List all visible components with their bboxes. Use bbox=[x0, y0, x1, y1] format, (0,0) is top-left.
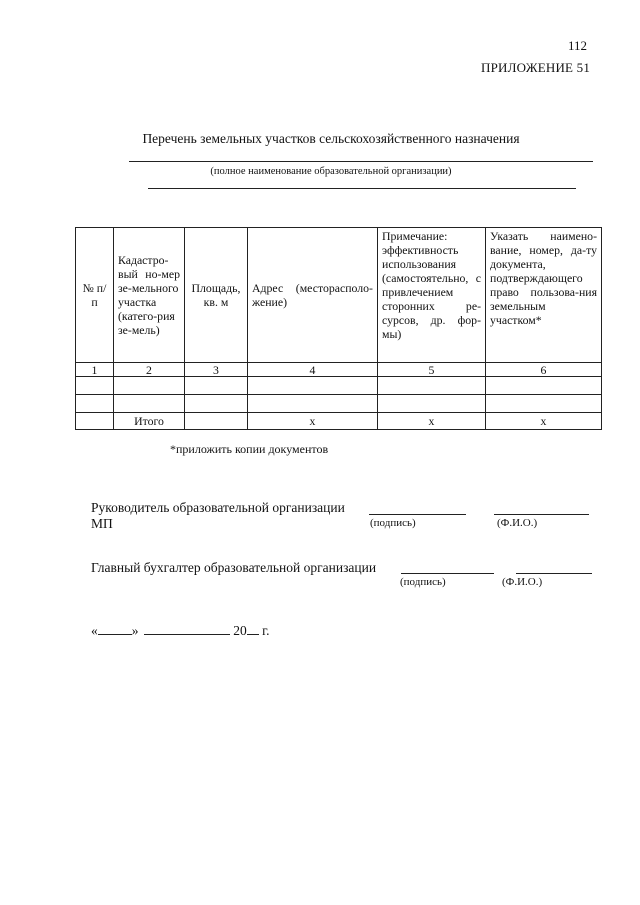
total-cell bbox=[185, 413, 248, 430]
table-cell bbox=[76, 395, 114, 413]
table-cell bbox=[486, 377, 602, 395]
total-label: Итого bbox=[114, 413, 185, 430]
accountant-signature-line bbox=[401, 573, 494, 574]
land-plots-table bbox=[75, 227, 602, 430]
col-number: 6 bbox=[486, 363, 602, 377]
date-close-quote: » bbox=[131, 623, 139, 638]
table-cell bbox=[114, 377, 185, 395]
org-name-caption: (полное наименование образовательной организации) bbox=[210, 166, 452, 177]
table-row bbox=[76, 377, 602, 395]
col-header-number: № п/п bbox=[76, 228, 114, 363]
date-open-quote: « bbox=[91, 623, 98, 638]
table-cell bbox=[76, 377, 114, 395]
head-fio-line bbox=[494, 514, 589, 515]
head-role-label: Руководитель образовательной организации bbox=[91, 500, 345, 515]
col-number: 2 bbox=[114, 363, 185, 377]
table-cell bbox=[114, 395, 185, 413]
col-number: 1 bbox=[76, 363, 114, 377]
total-cell: х bbox=[486, 413, 602, 430]
total-cell: х bbox=[248, 413, 378, 430]
org-name-line-2 bbox=[148, 188, 576, 189]
table-cell bbox=[486, 395, 602, 413]
head-signature-caption: (подпись) bbox=[370, 517, 416, 529]
col-number: 5 bbox=[378, 363, 486, 377]
stamp-place-label: МП bbox=[91, 516, 113, 531]
page-number: 112 bbox=[568, 38, 588, 53]
col-header-area: Площадь, кв. м bbox=[185, 228, 248, 363]
accountant-fio-caption: (Ф.И.О.) bbox=[502, 576, 543, 588]
accountant-signature-caption: (подпись) bbox=[400, 576, 446, 588]
table-cell bbox=[185, 395, 248, 413]
column-number-row bbox=[76, 363, 602, 377]
footnote: *приложить копии документов bbox=[170, 442, 329, 456]
date-day-blank bbox=[98, 622, 132, 635]
total-row bbox=[76, 413, 602, 430]
table-cell bbox=[378, 395, 486, 413]
date-year-suffix: г. bbox=[262, 623, 270, 638]
accountant-fio-line bbox=[516, 573, 592, 574]
date-year-blank bbox=[247, 622, 259, 635]
appendix-label: ПРИЛОЖЕНИЕ 51 bbox=[481, 60, 591, 75]
total-cell bbox=[76, 413, 114, 430]
table-cell bbox=[248, 395, 378, 413]
table-cell bbox=[378, 377, 486, 395]
table-header-row bbox=[76, 228, 602, 363]
table-cell bbox=[248, 377, 378, 395]
org-name-line-1 bbox=[129, 161, 593, 162]
date-row bbox=[91, 622, 270, 639]
date-year-prefix: 20 bbox=[233, 623, 247, 638]
col-header-document: Указать наимено-вание, номер, да-ту документа, подтверждающего право пользова-ния земельным участком* bbox=[486, 228, 602, 363]
accountant-role-label: Главный бухгалтер образовательной организации bbox=[91, 560, 377, 575]
col-number: 4 bbox=[248, 363, 378, 377]
head-fio-caption: (Ф.И.О.) bbox=[497, 517, 538, 529]
date-month-blank bbox=[144, 622, 230, 635]
col-header-cadastral: Кадастро-вый но-мер зе-мельного участка (катего-рия зе-мель) bbox=[114, 228, 185, 363]
document-title: Перечень земельных участков сельскохозяйственного назначения bbox=[142, 131, 520, 146]
head-signature-line bbox=[369, 514, 466, 515]
table-cell bbox=[185, 377, 248, 395]
total-cell: х bbox=[378, 413, 486, 430]
col-header-address: Адрес (месторасполо-жение) bbox=[248, 228, 378, 363]
col-header-note: Примечание: эффективность использования (самостоятельно, с привлечением сторонних ре-сурсов, др. фор-мы) bbox=[378, 228, 486, 363]
col-number: 3 bbox=[185, 363, 248, 377]
table-row bbox=[76, 395, 602, 413]
